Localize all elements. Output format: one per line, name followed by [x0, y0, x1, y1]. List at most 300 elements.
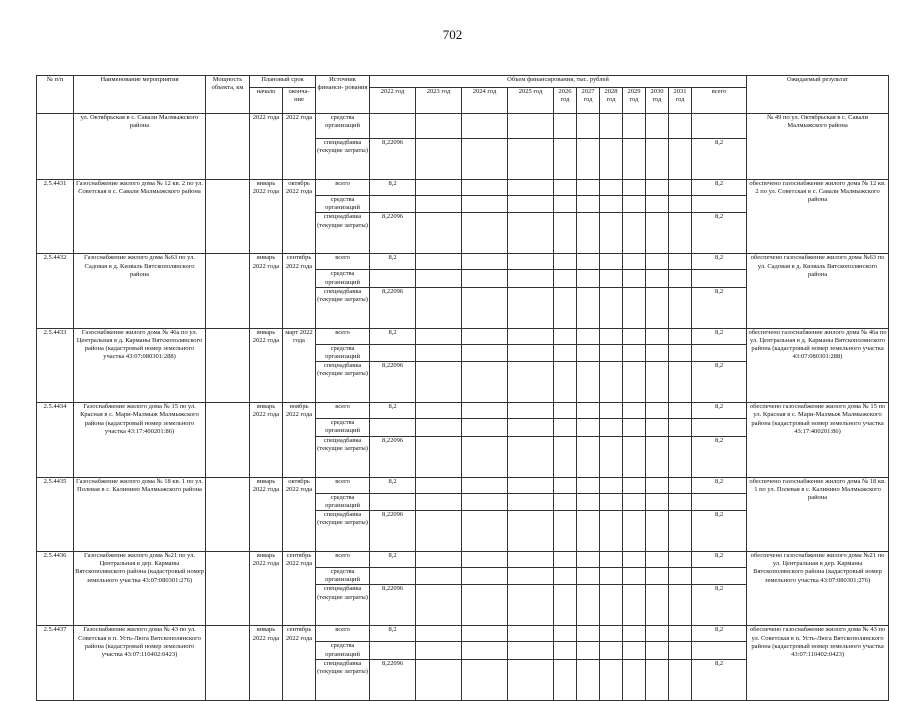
funding-source: спецнадбавка (текущие затраты) [316, 362, 370, 403]
header-source: Источник финанси- рования [316, 76, 370, 114]
table-row [37, 328, 889, 344]
amount-empty [646, 254, 669, 270]
amount-empty [416, 477, 462, 493]
amount-empty [462, 659, 508, 700]
header-year: 2024 год [462, 88, 508, 114]
amount-empty [577, 344, 600, 361]
amount-2022 [370, 344, 416, 361]
amount-empty [416, 213, 462, 254]
amount-empty [646, 659, 669, 700]
amount-empty [554, 287, 577, 328]
amount-empty [508, 139, 554, 180]
funding-source: средства организаций [316, 419, 370, 436]
start-date: январь 2022 года [250, 552, 283, 626]
amount-empty [462, 552, 508, 568]
amount-empty [462, 328, 508, 344]
amount-empty [646, 139, 669, 180]
amount-empty [669, 493, 692, 510]
amount-empty [669, 552, 692, 568]
funding-source: всего [316, 626, 370, 642]
amount-empty [554, 328, 577, 344]
amount-empty [554, 180, 577, 196]
amount-empty [623, 180, 646, 196]
amount-empty [577, 328, 600, 344]
amount-empty [577, 511, 600, 552]
amount-empty [554, 213, 577, 254]
amount-empty [600, 196, 623, 213]
amount-empty [554, 114, 577, 139]
amount-empty [600, 344, 623, 361]
amount-total: 8,2 [692, 180, 747, 196]
amount-empty [554, 642, 577, 659]
capacity-cell [206, 254, 250, 328]
end-date: ноябрь 2022 года [283, 403, 316, 477]
amount-empty [600, 477, 623, 493]
amount-empty [462, 270, 508, 287]
funding-source: средства организаций [316, 270, 370, 287]
amount-total: 8,2 [692, 477, 747, 493]
table-row [37, 552, 889, 568]
amount-empty [646, 419, 669, 436]
funding-source: всего [316, 477, 370, 493]
start-date: январь 2022 года [250, 254, 283, 328]
expected-result: обеспечено газоснабжение жилого дома № 15 по ул. Красная в с. Мари-Малмыж Малмыжского района (кадастровый номер земельного участка 43:17:400201:86) [747, 403, 889, 477]
amount-empty [508, 659, 554, 700]
amount-empty [600, 254, 623, 270]
capacity-cell [206, 477, 250, 551]
amount-empty [416, 139, 462, 180]
amount-empty [554, 196, 577, 213]
amount-empty [646, 287, 669, 328]
amount-2022: 8,22096 [370, 287, 416, 328]
amount-empty [646, 511, 669, 552]
amount-empty [554, 659, 577, 700]
expected-result: обеспечено газоснабжение жилого дома №21 по ул. Центральная в дер. Карманы Вятскополянского района (кадастровый номер земельного участка 43:07:080301:276) [747, 552, 889, 626]
amount-empty [646, 493, 669, 510]
amount-2022: 8,22096 [370, 213, 416, 254]
amount-empty [508, 568, 554, 585]
amount-empty [462, 254, 508, 270]
amount-empty [623, 585, 646, 626]
amount-total: 8,2 [692, 403, 747, 419]
amount-empty [669, 403, 692, 419]
header-capacity: Мощность объекта, км [206, 76, 250, 114]
amount-empty [669, 344, 692, 361]
header-funding: Объем финансирования, тыс. рублей [370, 76, 747, 88]
amount-empty [669, 585, 692, 626]
amount-empty [623, 477, 646, 493]
amount-empty [462, 139, 508, 180]
amount-empty [623, 568, 646, 585]
amount-empty [508, 585, 554, 626]
amount-empty [669, 642, 692, 659]
amount-empty [669, 362, 692, 403]
header-year: 2028 год [600, 88, 623, 114]
expected-result: обеспечено газоснабжение жилого дома № 12 кв. 2 по ул. Советская в с. Савали Малмыжского района [747, 180, 889, 254]
amount-empty [577, 180, 600, 196]
amount-empty [623, 552, 646, 568]
row-number: 2.5.4432 [37, 254, 74, 328]
amount-empty [416, 254, 462, 270]
amount-empty [554, 403, 577, 419]
amount-empty [508, 213, 554, 254]
amount-empty [462, 180, 508, 196]
amount-empty [577, 493, 600, 510]
amount-empty [600, 270, 623, 287]
amount-empty [416, 568, 462, 585]
header-start: начало [250, 88, 283, 114]
start-date: 2022 года [250, 114, 283, 180]
amount-empty [623, 114, 646, 139]
amount-2022 [370, 419, 416, 436]
table-row [37, 114, 889, 139]
amount-empty [646, 196, 669, 213]
amount-empty [554, 270, 577, 287]
amount-total [692, 419, 747, 436]
amount-empty [416, 328, 462, 344]
row-number: 2.5.4437 [37, 626, 74, 700]
end-date: сентябрь 2022 года [283, 254, 316, 328]
amount-empty [577, 254, 600, 270]
header-num: № п/п [37, 76, 74, 114]
amount-empty [462, 568, 508, 585]
amount-2022: 8,22096 [370, 511, 416, 552]
amount-empty [600, 419, 623, 436]
amount-empty [554, 344, 577, 361]
end-date: 2022 года [283, 114, 316, 180]
header-result: Ожидаемый результат [747, 76, 889, 114]
amount-total [692, 114, 747, 139]
end-date: март 2022 года [283, 328, 316, 402]
amount-empty [669, 477, 692, 493]
amount-empty [600, 403, 623, 419]
amount-total: 8,2 [692, 659, 747, 700]
funding-source: всего [316, 328, 370, 344]
page-number: 702 [442, 27, 463, 42]
expected-result: обеспечено газоснабжение жилого дома № 18 кв. 1 по ул. Полевая в с. Калинино Малмыжского района [747, 477, 889, 551]
amount-empty [600, 659, 623, 700]
amount-empty [508, 254, 554, 270]
amount-empty [508, 180, 554, 196]
header-year: 2031 год [669, 88, 692, 114]
amount-2022: 8,2 [370, 328, 416, 344]
amount-2022: 8,22096 [370, 362, 416, 403]
amount-empty [554, 493, 577, 510]
amount-empty [669, 114, 692, 139]
amount-empty [416, 642, 462, 659]
row-number: 2.5.4433 [37, 328, 74, 402]
amount-empty [554, 511, 577, 552]
amount-empty [623, 344, 646, 361]
amount-empty [623, 403, 646, 419]
capacity-cell [206, 180, 250, 254]
expected-result: обеспечено газоснабжение жилого дома № 46а по ул. Центральная в д. Карманы Вятскополянского района (кадастровый номер земельного участка 43:07:080301:288) [747, 328, 889, 402]
amount-empty [600, 642, 623, 659]
activity-name: Газоснабжение жилого дома №63 по ул. Садовая в д. Кизваль Вятскополянского района [74, 254, 206, 328]
amount-total: 8,2 [692, 362, 747, 403]
row-number: 2.5.4435 [37, 477, 74, 551]
amount-empty [462, 403, 508, 419]
amount-2022: 8,2 [370, 254, 416, 270]
amount-empty [646, 403, 669, 419]
amount-empty [508, 114, 554, 139]
amount-2022 [370, 196, 416, 213]
amount-empty [554, 419, 577, 436]
amount-empty [600, 585, 623, 626]
amount-empty [669, 213, 692, 254]
amount-empty [623, 139, 646, 180]
amount-empty [462, 419, 508, 436]
amount-empty [646, 585, 669, 626]
funding-source: спецнадбавка (текущие затраты) [316, 139, 370, 180]
header-period: Плановый срок [250, 76, 316, 88]
amount-empty [577, 114, 600, 139]
funding-source: средства организаций [316, 568, 370, 585]
amount-2022: 8,2 [370, 477, 416, 493]
amount-empty [416, 180, 462, 196]
amount-empty [577, 270, 600, 287]
amount-empty [646, 344, 669, 361]
amount-empty [600, 328, 623, 344]
amount-empty [577, 139, 600, 180]
activity-name: ул. Октябрьская в с. Савали Малмыжского района [74, 114, 206, 180]
amount-empty [669, 254, 692, 270]
amount-empty [577, 213, 600, 254]
amount-empty [669, 568, 692, 585]
funding-source: спецнадбавка (текущие затраты) [316, 659, 370, 700]
amount-empty [600, 114, 623, 139]
start-date: январь 2022 года [250, 403, 283, 477]
header-year: 2029 год [623, 88, 646, 114]
amount-empty [669, 270, 692, 287]
expected-result: обеспечено газоснабжение жилого дома № 43 по ул. Советская в п. Усть-Люга Вятскополянского района (кадастровый номер земельного участка 43:07:110402:0423) [747, 626, 889, 700]
amount-empty [669, 139, 692, 180]
amount-2022 [370, 493, 416, 510]
amount-empty [577, 419, 600, 436]
amount-empty [577, 196, 600, 213]
funding-source: спецнадбавка (текущие затраты) [316, 436, 370, 477]
amount-empty [600, 139, 623, 180]
amount-total [692, 568, 747, 585]
amount-empty [416, 493, 462, 510]
amount-2022 [370, 568, 416, 585]
funding-source: средства организаций [316, 493, 370, 510]
amount-empty [462, 585, 508, 626]
funding-source: средства организаций [316, 114, 370, 139]
amount-empty [462, 511, 508, 552]
amount-total: 8,2 [692, 213, 747, 254]
amount-empty [462, 114, 508, 139]
amount-empty [508, 642, 554, 659]
amount-2022: 8,22096 [370, 659, 416, 700]
amount-empty [462, 493, 508, 510]
table-row [37, 180, 889, 196]
amount-total: 8,2 [692, 254, 747, 270]
amount-empty [669, 659, 692, 700]
amount-empty [600, 213, 623, 254]
amount-empty [462, 344, 508, 361]
amount-2022 [370, 642, 416, 659]
amount-empty [462, 362, 508, 403]
amount-empty [462, 287, 508, 328]
amount-empty [554, 477, 577, 493]
amount-total [692, 270, 747, 287]
activity-name: Газоснабжение жилого дома № 15 по ул. Красная в с. Мари-Малмыж Малмыжского района (кадастровый номер земельного участка 43:17:400201:86) [74, 403, 206, 477]
amount-empty [646, 114, 669, 139]
amount-empty [508, 511, 554, 552]
amount-empty [554, 362, 577, 403]
funding-source: средства организаций [316, 196, 370, 213]
amount-2022 [370, 270, 416, 287]
amount-empty [462, 436, 508, 477]
header-year: 2023 год [416, 88, 462, 114]
amount-empty [554, 585, 577, 626]
header-year: 2025 год [508, 88, 554, 114]
amount-empty [623, 213, 646, 254]
amount-empty [416, 552, 462, 568]
amount-empty [646, 362, 669, 403]
amount-empty [508, 477, 554, 493]
funding-source: всего [316, 403, 370, 419]
amount-empty [623, 493, 646, 510]
row-number: 2.5.4431 [37, 180, 74, 254]
amount-total: 8,2 [692, 552, 747, 568]
amount-empty [623, 659, 646, 700]
amount-empty [577, 568, 600, 585]
start-date: январь 2022 года [250, 180, 283, 254]
funding-table [36, 75, 889, 701]
amount-empty [554, 139, 577, 180]
activity-name: Газоснабжение жилого дома №21 по ул. Центральная в дер. Карманы Вятскополянского района (кадастровый номер земельного участка 43:07:080301:276) [74, 552, 206, 626]
activity-name: Газоснабжение жилого дома № 43 по ул. Советская в п. Усть-Люга Вятскополянского района (кадастровый номер земельного участка 43:07:110402:0423) [74, 626, 206, 700]
amount-empty [669, 328, 692, 344]
amount-empty [416, 511, 462, 552]
amount-empty [623, 270, 646, 287]
start-date: январь 2022 года [250, 626, 283, 700]
amount-empty [577, 552, 600, 568]
funding-source: спецнадбавка (текущие затраты) [316, 585, 370, 626]
header-name: Наименование мероприятия [74, 76, 206, 114]
amount-empty [462, 477, 508, 493]
amount-empty [508, 270, 554, 287]
capacity-cell [206, 626, 250, 700]
amount-empty [623, 254, 646, 270]
amount-empty [462, 642, 508, 659]
amount-empty [600, 511, 623, 552]
amount-empty [554, 254, 577, 270]
activity-name: Газоснабжение жилого дома № 18 кв. 1 по ул. Полевая в с. Калинино Малмыжского района [74, 477, 206, 551]
amount-empty [646, 568, 669, 585]
table-row [37, 254, 889, 270]
end-date: октябрь 2022 года [283, 180, 316, 254]
expected-result: № 49 по ул. Октябрьская в с. Савали Малмыжского района [747, 114, 889, 180]
amount-total: 8,2 [692, 139, 747, 180]
amount-2022: 8,2 [370, 626, 416, 642]
amount-empty [554, 436, 577, 477]
amount-empty [600, 568, 623, 585]
amount-empty [508, 328, 554, 344]
amount-empty [416, 436, 462, 477]
header-year: 2026 год [554, 88, 577, 114]
end-date: октябрь 2022 года [283, 477, 316, 551]
amount-empty [577, 362, 600, 403]
amount-empty [600, 436, 623, 477]
amount-empty [577, 403, 600, 419]
amount-2022: 8,22096 [370, 585, 416, 626]
header-year: 2030 год [646, 88, 669, 114]
amount-total: 8,2 [692, 328, 747, 344]
header-year: 2022 год [370, 88, 416, 114]
amount-empty [623, 287, 646, 328]
amount-empty [669, 180, 692, 196]
amount-empty [669, 511, 692, 552]
amount-empty [623, 419, 646, 436]
amount-empty [462, 213, 508, 254]
amount-empty [508, 493, 554, 510]
amount-empty [623, 362, 646, 403]
amount-empty [600, 180, 623, 196]
amount-empty [646, 477, 669, 493]
amount-empty [462, 196, 508, 213]
start-date: январь 2022 года [250, 328, 283, 402]
amount-empty [554, 568, 577, 585]
amount-empty [577, 585, 600, 626]
amount-empty [646, 552, 669, 568]
capacity-cell [206, 403, 250, 477]
amount-empty [416, 659, 462, 700]
capacity-cell [206, 328, 250, 402]
capacity-cell [206, 114, 250, 180]
amount-empty [669, 196, 692, 213]
amount-total [692, 196, 747, 213]
funding-source: всего [316, 552, 370, 568]
amount-empty [600, 493, 623, 510]
amount-empty [508, 419, 554, 436]
amount-empty [646, 436, 669, 477]
amount-2022: 8,22096 [370, 436, 416, 477]
amount-empty [416, 585, 462, 626]
amount-empty [646, 328, 669, 344]
expected-result: обеспечено газоснабжение жилого дома №63 по ул. Садовая в д. Кизваль Вятскополянского района [747, 254, 889, 328]
amount-empty [554, 552, 577, 568]
table-row [37, 477, 889, 493]
amount-empty [623, 328, 646, 344]
amount-2022: 8,2 [370, 552, 416, 568]
funding-source: средства организаций [316, 344, 370, 361]
row-number: 2.5.4434 [37, 403, 74, 477]
funding-source: средства организаций [316, 642, 370, 659]
amount-empty [416, 419, 462, 436]
header-end: оконча- ние [283, 88, 316, 114]
amount-empty [508, 403, 554, 419]
amount-total [692, 344, 747, 361]
amount-empty [416, 287, 462, 328]
amount-empty [623, 642, 646, 659]
amount-empty [646, 642, 669, 659]
amount-empty [577, 287, 600, 328]
amount-empty [577, 642, 600, 659]
amount-empty [600, 287, 623, 328]
amount-empty [508, 552, 554, 568]
amount-empty [623, 196, 646, 213]
amount-2022: 8,2 [370, 180, 416, 196]
table-row [37, 403, 889, 419]
amount-empty [600, 362, 623, 403]
amount-empty [416, 362, 462, 403]
amount-empty [508, 436, 554, 477]
amount-empty [623, 511, 646, 552]
amount-total [692, 493, 747, 510]
